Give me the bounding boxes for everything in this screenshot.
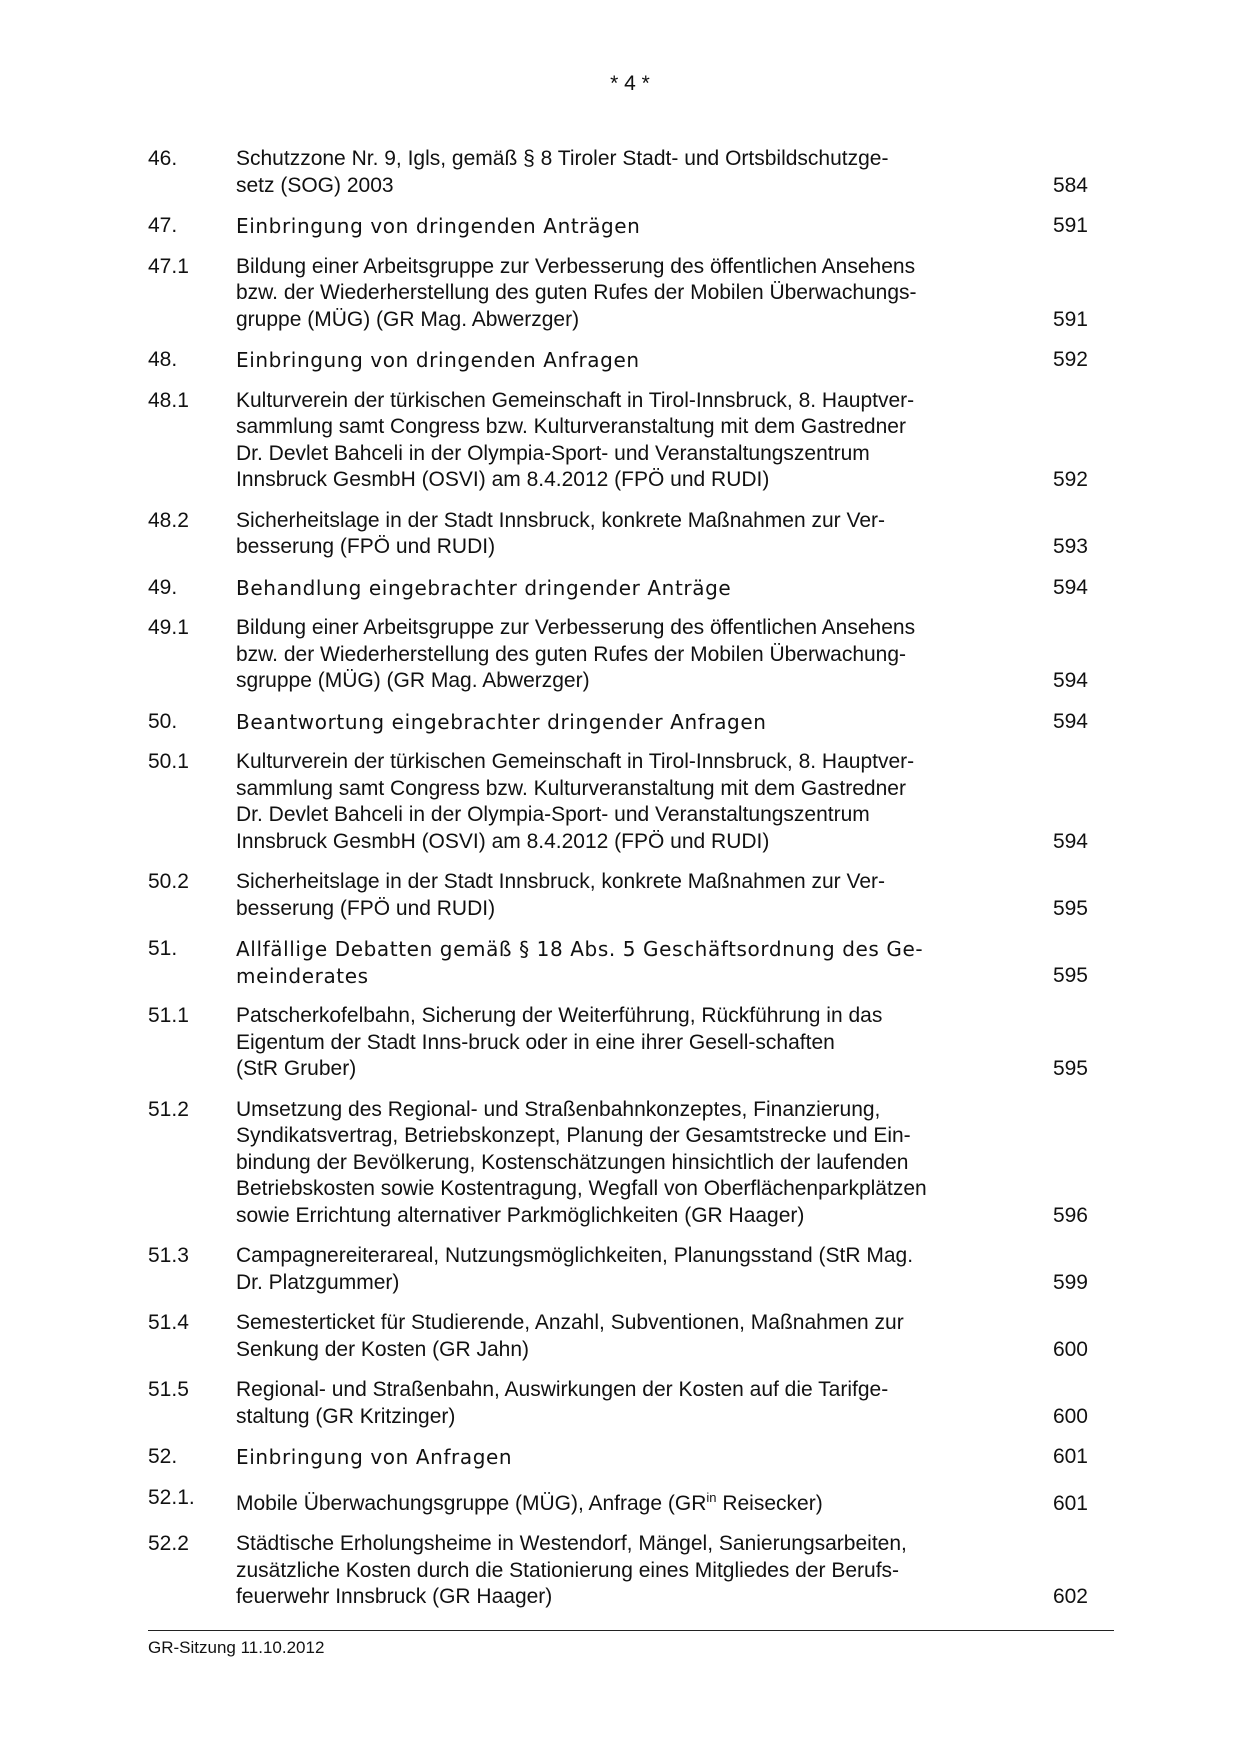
entry-number: 50. bbox=[148, 709, 178, 733]
entry-title: Umsetzung des Regional- und Straßenbahnkonzeptes, Finanzierung, Syndikatsvertrag, Betriebskonzept, Planung der Gesamtstrecke und Ein- bindung der Bevölkerung, Kostenschätzungen hinsichtlich der laufenden Betriebskosten sowie Kostentragung, Wegfall von Oberflächenparkplätzen sowie Errichtung alternativer Parkmöglichkeiten (GR Haager) bbox=[236, 1097, 927, 1227]
toc-entry bbox=[148, 254, 1088, 334]
entry-title: Regional- und Straßenbahn, Auswirkungen der Kosten auf die Tarifge- staltung (GR Kritzinger) bbox=[236, 1378, 889, 1428]
entry-number: 48.2 bbox=[148, 508, 189, 532]
footer-text: GR-Sitzung 11.10.2012 bbox=[148, 1638, 325, 1657]
toc-entry bbox=[148, 575, 1088, 602]
entry-page: 594 bbox=[1052, 709, 1088, 733]
entry-page: 591 bbox=[1052, 307, 1088, 331]
entry-number: 48. bbox=[148, 348, 178, 371]
toc-entry bbox=[148, 936, 1088, 989]
entry-title-text-after: Reisecker) bbox=[716, 1491, 823, 1515]
entry-page: 591 bbox=[1052, 214, 1088, 237]
page-number: * 4 * bbox=[610, 72, 650, 95]
toc-entry bbox=[148, 709, 1088, 736]
entry-number: 47. bbox=[148, 214, 178, 237]
entry-page: 594 bbox=[1052, 829, 1088, 853]
entry-page: 595 bbox=[1052, 896, 1088, 920]
toc-entry bbox=[148, 749, 1088, 855]
toc-entry bbox=[148, 615, 1088, 695]
toc-entry bbox=[148, 146, 1088, 199]
entry-title: Patscherkofelbahn, Sicherung der Weiterführung, Rückführung in das Eigentum der Stadt Inns-bruck oder in eine ihrer Gesell-schaften (StR Gruber) bbox=[236, 1004, 883, 1080]
entry-page: 600 bbox=[1052, 1337, 1088, 1361]
toc-entry bbox=[148, 1097, 1088, 1230]
entry-title: Einbringung von Anfragen bbox=[236, 1445, 513, 1469]
entry-title: Beantwortung eingebrachter dringender Anfragen bbox=[236, 709, 767, 734]
toc-entry bbox=[148, 1310, 1088, 1363]
entry-title: Behandlung eingebrachter dringender Anträge bbox=[236, 575, 732, 600]
entry-page: 595 bbox=[1052, 1057, 1088, 1080]
entry-page: 592 bbox=[1052, 468, 1088, 491]
entry-title-text: Mobile Überwachungsgruppe (MÜG), Anfrage (GR bbox=[236, 1491, 707, 1515]
entry-number: 47.1 bbox=[148, 254, 189, 278]
toc-entry bbox=[148, 347, 1088, 374]
entry-number: 51. bbox=[148, 937, 178, 960]
entry-number: 51.1 bbox=[148, 1004, 189, 1027]
entry-number: 49.1 bbox=[148, 616, 189, 639]
entry-number: 52. bbox=[148, 1445, 178, 1468]
entry-number: 51.4 bbox=[148, 1311, 189, 1334]
toc-entry bbox=[148, 213, 1088, 240]
entry-page: 601 bbox=[1052, 1445, 1088, 1468]
entry-number: 49. bbox=[148, 575, 178, 599]
toc-entry bbox=[148, 1243, 1088, 1296]
entry-number: 52.2 bbox=[148, 1532, 189, 1555]
entry-page: 592 bbox=[1052, 348, 1088, 371]
toc-entry bbox=[148, 388, 1088, 494]
entry-number: 46. bbox=[148, 147, 178, 170]
entry-number: 52.1. bbox=[148, 1485, 195, 1509]
entry-title: Kulturverein der türkischen Gemeinschaft in Tirol-Innsbruck, 8. Hauptver- sammlung samt Congress bzw. Kulturveranstaltung mit dem Gastredner Dr. Devlet Bahceli in der Olympia-Sport- und Veranstaltungszentrum Innsbruck GesmbH (OSVI) am 8.4.2012 (FPÖ und RUDI) bbox=[236, 750, 915, 853]
entry-page: 594 bbox=[1052, 575, 1088, 599]
entry-title: Kulturverein der türkischen Gemeinschaft in Tirol-Innsbruck, 8. Hauptver- sammlung samt Congress bzw. Kulturveranstaltung mit dem Gastredner Dr. Devlet Bahceli in der Olympia-Sport- und Veranstaltungszentrum Innsbruck GesmbH (OSVI) am 8.4.2012 (FPÖ und RUDI) bbox=[236, 388, 915, 491]
entry-page: 602 bbox=[1052, 1585, 1088, 1608]
entry-number: 51.3 bbox=[148, 1244, 189, 1267]
entry-number: 51.5 bbox=[148, 1378, 189, 1401]
entry-page: 584 bbox=[1052, 173, 1088, 197]
toc-entry bbox=[148, 1531, 1088, 1611]
entry-title: Einbringung von dringenden Anträgen bbox=[236, 214, 641, 238]
entry-page: 600 bbox=[1052, 1404, 1088, 1428]
entry-page: 601 bbox=[1052, 1491, 1088, 1515]
entry-page: 593 bbox=[1052, 535, 1088, 558]
toc-entry bbox=[148, 869, 1088, 922]
table-of-contents bbox=[148, 146, 1088, 1625]
entry-title: Sicherheitslage in der Stadt Innsbruck, konkrete Maßnahmen zur Ver- besserung (FPÖ und RUDI) bbox=[236, 508, 885, 558]
entry-title: Bildung einer Arbeitsgruppe zur Verbesserung des öffentlichen Ansehens bzw. der Wiederherstellung des guten Rufes der Mobilen Überwachung- sgruppe (MÜG) (GR Mag. Abwerzger) bbox=[236, 616, 916, 692]
toc-entry bbox=[148, 1003, 1088, 1083]
toc-entry bbox=[148, 508, 1088, 561]
entry-title: Allfällige Debatten gemäß § 18 Abs. 5 Geschäftsordnung des Ge- meinderates bbox=[236, 937, 924, 988]
entry-title: Städtische Erholungsheime in Westendorf, Mängel, Sanierungsarbeiten, zusätzliche Kosten durch die Stationierung eines Mitgliedes der Berufs- feuerwehr Innsbruck (GR Haager) bbox=[236, 1532, 907, 1608]
entry-title bbox=[236, 1485, 1018, 1518]
entry-number: 51.2 bbox=[148, 1097, 189, 1121]
footer-divider bbox=[148, 1630, 1114, 1631]
entry-title: Schutzzone Nr. 9, Igls, gemäß § 8 Tiroler Stadt- und Ortsbildschutzge- setz (SOG) 2003 bbox=[236, 147, 889, 197]
entry-title: Sicherheitslage in der Stadt Innsbruck, konkrete Maßnahmen zur Ver- besserung (FPÖ und RUDI) bbox=[236, 870, 885, 920]
entry-page: 596 bbox=[1052, 1203, 1088, 1227]
entry-title-superscript: in bbox=[706, 1489, 717, 1505]
entry-page: 595 bbox=[1052, 963, 1088, 987]
entry-number: 50.1 bbox=[148, 750, 189, 773]
toc-entry bbox=[148, 1444, 1088, 1471]
toc-entry bbox=[148, 1485, 1088, 1518]
entry-number: 48.1 bbox=[148, 388, 189, 412]
entry-title: Einbringung von dringenden Anfragen bbox=[236, 348, 640, 372]
toc-entry bbox=[148, 1377, 1088, 1430]
entry-title: Semesterticket für Studierende, Anzahl, Subventionen, Maßnahmen zur Senkung der Kosten (GR Jahn) bbox=[236, 1311, 904, 1361]
entry-title: Campagnereiterareal, Nutzungsmöglichkeiten, Planungsstand (StR Mag. Dr. Platzgummer) bbox=[236, 1244, 914, 1294]
entry-page: 594 bbox=[1052, 669, 1088, 692]
entry-title: Bildung einer Arbeitsgruppe zur Verbesserung des öffentlichen Ansehens bzw. der Wiederherstellung des guten Rufes der Mobilen Überwachungs- gruppe (MÜG) (GR Mag. Abwerzger) bbox=[236, 254, 917, 331]
entry-number: 50.2 bbox=[148, 870, 189, 893]
entry-page: 599 bbox=[1052, 1270, 1088, 1294]
